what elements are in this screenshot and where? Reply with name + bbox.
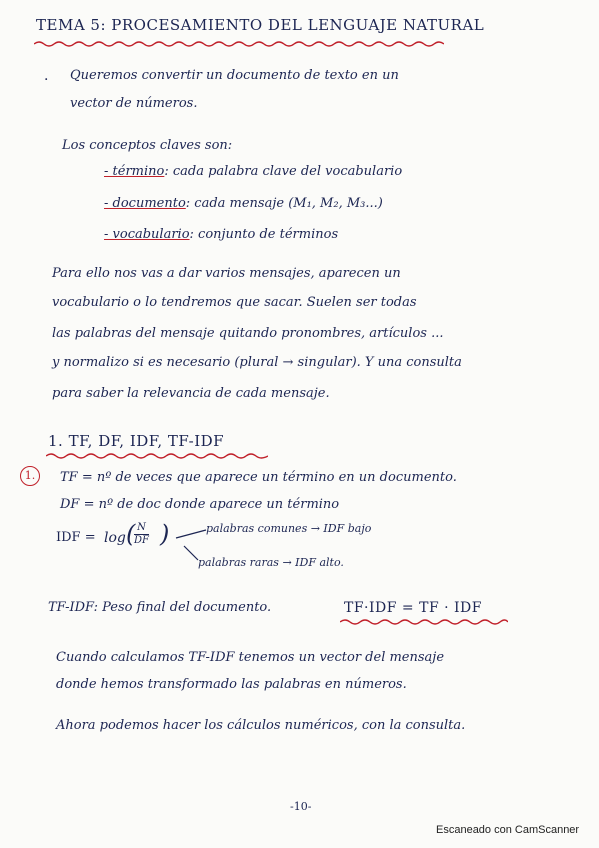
circled-number: 1. xyxy=(20,466,40,486)
tfidf-formula: TF·IDF = TF · IDF xyxy=(344,600,482,616)
tf-definition: TF = nº de veces que aparece un término en un documento. xyxy=(60,470,457,485)
idf-paren-open: ( xyxy=(126,520,136,548)
paragraph-line: las palabras del mensaje quitando pronombres, artículos ... xyxy=(52,326,444,341)
concept-item xyxy=(104,196,383,211)
paragraph-line: Para ello nos vas a dar varios mensajes, aparecen un xyxy=(52,266,401,281)
intro-line-2: vector de números. xyxy=(70,96,198,111)
concept-definition: : cada palabra clave del vocabulario xyxy=(164,164,403,179)
concept-item xyxy=(104,227,338,242)
page-number: -10- xyxy=(290,800,312,813)
intro-line-1: Queremos convertir un documento de texto en un xyxy=(70,68,399,83)
concept-item xyxy=(104,164,402,179)
section-heading: 1. TF, DF, IDF, TF-IDF xyxy=(48,432,225,450)
idf-log: log xyxy=(104,530,126,546)
idf-branch-common: palabras comunes → IDF bajo xyxy=(206,522,372,535)
intro-bullet: · xyxy=(44,72,49,88)
concept-term: - documento xyxy=(104,196,186,211)
paragraph-line: y normalizo si es necesario (plural → singular). Y una consulta xyxy=(52,355,462,370)
concepts-heading: Los conceptos claves son: xyxy=(62,138,233,153)
closing-line: donde hemos transformado las palabras en números. xyxy=(56,677,407,692)
closing-line: Ahora podemos hacer los cálculos numéricos, con la consulta. xyxy=(56,718,466,733)
concept-term: - vocabulario xyxy=(104,227,190,242)
paragraph-line: vocabulario o lo tendremos que sacar. Suelen ser todas xyxy=(52,295,417,310)
section-wavy-underline xyxy=(46,452,268,460)
concept-definition: : cada mensaje (M₁, M₂, M₃...) xyxy=(185,196,383,211)
idf-label: IDF = xyxy=(56,530,96,545)
idf-numerator: N xyxy=(134,522,149,535)
tfidf-definition: TF-IDF: Peso final del documento. xyxy=(48,600,272,615)
closing-line: Cuando calculamos TF-IDF tenemos un vector del mensaje xyxy=(56,650,445,665)
idf-paren-close: ) xyxy=(160,520,170,548)
idf-fraction xyxy=(134,522,149,547)
paragraph-line: para saber la relevancia de cada mensaje. xyxy=(52,386,330,401)
concept-term: - término xyxy=(104,164,165,179)
concept-definition: : conjunto de términos xyxy=(189,227,339,242)
idf-denominator: DF xyxy=(134,535,149,546)
scanner-watermark: Escaneado con CamScanner xyxy=(436,824,580,836)
page-title: TEMA 5: PROCESAMIENTO DEL LENGUAJE NATURAL xyxy=(36,16,485,34)
formula-wavy-underline xyxy=(340,618,508,626)
df-definition: DF = nº de doc donde aparece un término xyxy=(60,497,340,512)
title-wavy-underline xyxy=(34,40,444,48)
idf-branch-rare: palabras raras → IDF alto. xyxy=(198,556,344,569)
